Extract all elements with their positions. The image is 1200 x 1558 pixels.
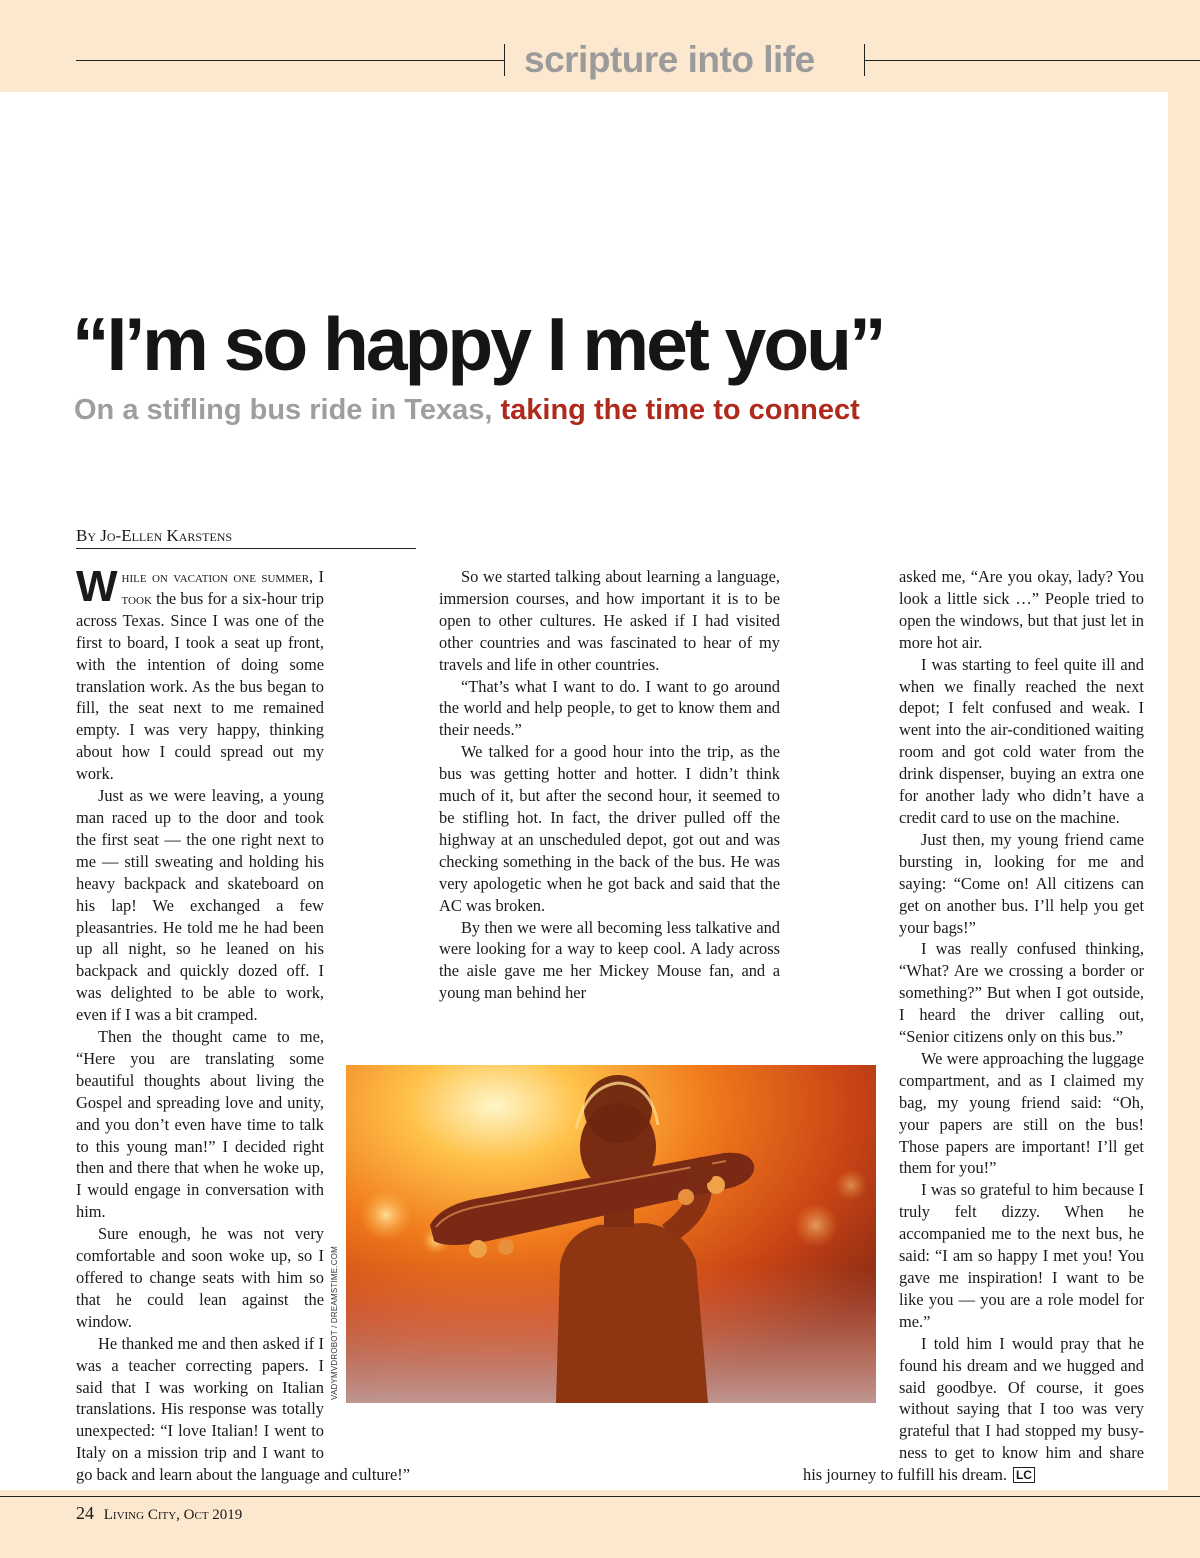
- publication-name: Living City,: [103, 1507, 180, 1523]
- paragraph: asked me, “Are you okay, lady? You look a little sick …” People tried to open the windows, but that just let in more hot air.: [899, 567, 1144, 652]
- paragraph: So we started talking about learning a language, immersion courses, and how important it is to be open to other cultures. He asked if I had visited other countries and was fascinated to hear of my travels and life in other countries.: [439, 567, 780, 674]
- photo-credit: VADYMVDROBOT / DREAMSTIME.COM: [330, 1246, 339, 1400]
- article-subtitle: [74, 390, 860, 430]
- lead-in: hile on vacation one summer, I took: [121, 567, 324, 608]
- paragraph: I was starting to feel quite ill and when we finally reached the next depot; I felt confused and weak. I went into the air-conditioned waiting room and got cold water from the drink dispenser, buying an extra one for another lady who didn’t have a credit card to use on the machine.: [899, 654, 1144, 827]
- paragraph: Sure enough, he was not very comfortable and soon woke up, so I offered to change seats with him so that he could lean against the window.: [76, 1224, 324, 1331]
- paragraph: While on vacation one summer, I took the bus for a six-hour trip across Texas. Since I was one of the first to board, I took a seat up front, with the intention of doing some translation work. As the bus began to fill, the seat next to me remained empty. I was very happy, thinking about how I could spread out my work.: [76, 562, 324, 784]
- drop-cap: W: [76, 562, 118, 611]
- footer-rule: [0, 1496, 1200, 1497]
- byline-rule: [76, 548, 416, 549]
- paragraph: I told him I would pray that he found his dream and we hugged and said goodbye. Of course, it goes without saying that I too was very grateful that I had stopped my busy-ness to get to know him and share his journey to fulfill his dream. LC: [803, 1333, 1144, 1485]
- article-photo: [346, 1065, 876, 1403]
- article-title: “I’m so happy I met you”: [72, 302, 884, 386]
- paragraph: Then the thought came to me, “Here you are translating some beautiful thoughts about living the Gospel and spreading love and unity, and you don’t even have time to talk to this young man!” I decided right then and there that when he woke up, I would engage in conversation with him.: [76, 1027, 324, 1222]
- paragraph: I was really confused thinking, “What? Are we crossing a border or something?” But when I got outside, I heard the driver calling out, “Senior citizens only on this bus.”: [899, 939, 1144, 1047]
- section-label: scripture into life: [524, 39, 815, 80]
- header-rule-left: [76, 60, 504, 61]
- page-footer: [76, 1502, 242, 1526]
- paragraph: “That’s what I want to do. I want to go around the world and help people, to get to know them and their needs.”: [439, 676, 780, 740]
- column-2: [439, 566, 780, 1004]
- paragraph: By then we were all becoming less talkative and were looking for a way to keep cool. A lady across the aisle gave me her Mickey Mouse fan, and a young man behind her: [439, 917, 780, 1003]
- paragraph: He thanked me and then asked if I was a teacher correcting papers. I said that I was working on Italian translations. His response was totally unexpected: “I love Italian! I went to Italy on a mission trip and I want to go back and learn about the language and culture!”: [76, 1333, 411, 1485]
- issue-date: Oct 2019: [183, 1507, 243, 1523]
- end-mark-icon: LC: [1013, 1467, 1035, 1483]
- header-rule-tick-left: [504, 44, 505, 76]
- paragraph: I was so grateful to him because I truly felt dizzy. When he accompanied me to the next bus, he said: “I am so happy I met you! You gave me inspiration! I want to be like you — you are a role model for me.”: [899, 1180, 1144, 1331]
- subtitle-gray: On a stifling bus ride in Texas,: [74, 394, 501, 426]
- paragraph: Just as we were leaving, a young man raced up to the door and took the first seat — the one right next to me — still sweating and holding his heavy backpack and skateboard on his lap! We exchanged a few pleasantries. He told me he had been up all night, so he leaned on his backpack and quickly dozed off. I was delighted to be able to work, even if I was a bit cramped.: [76, 786, 324, 1025]
- paragraph: Just then, my young friend came bursting in, looking for me and saying: “Come on! All citizens can get on another bus. I’ll help you get your bags!”: [899, 829, 1144, 937]
- paragraph: We talked for a good hour into the trip, as the bus was getting hotter and hotter. I didn’t think much of it, but after the second hour, it seemed to be stifling hot. In fact, the driver pulled off the highway at an unscheduled depot, got out and was checking something in the back of the bus. He was very apologetic when he got back and said that the AC was broken.: [439, 742, 780, 915]
- page-number: 24: [76, 1503, 94, 1523]
- paragraph: We were approaching the luggage compartment, and as I claimed my bag, my young friend said: “Oh, your papers are still on the bus! Those papers are important! I’ll get them for you!”: [899, 1048, 1144, 1178]
- header-rule-right: [864, 60, 1200, 61]
- byline: By Jo-Ellen Karstens: [76, 526, 233, 545]
- subtitle-red: taking the time to connect: [500, 394, 860, 426]
